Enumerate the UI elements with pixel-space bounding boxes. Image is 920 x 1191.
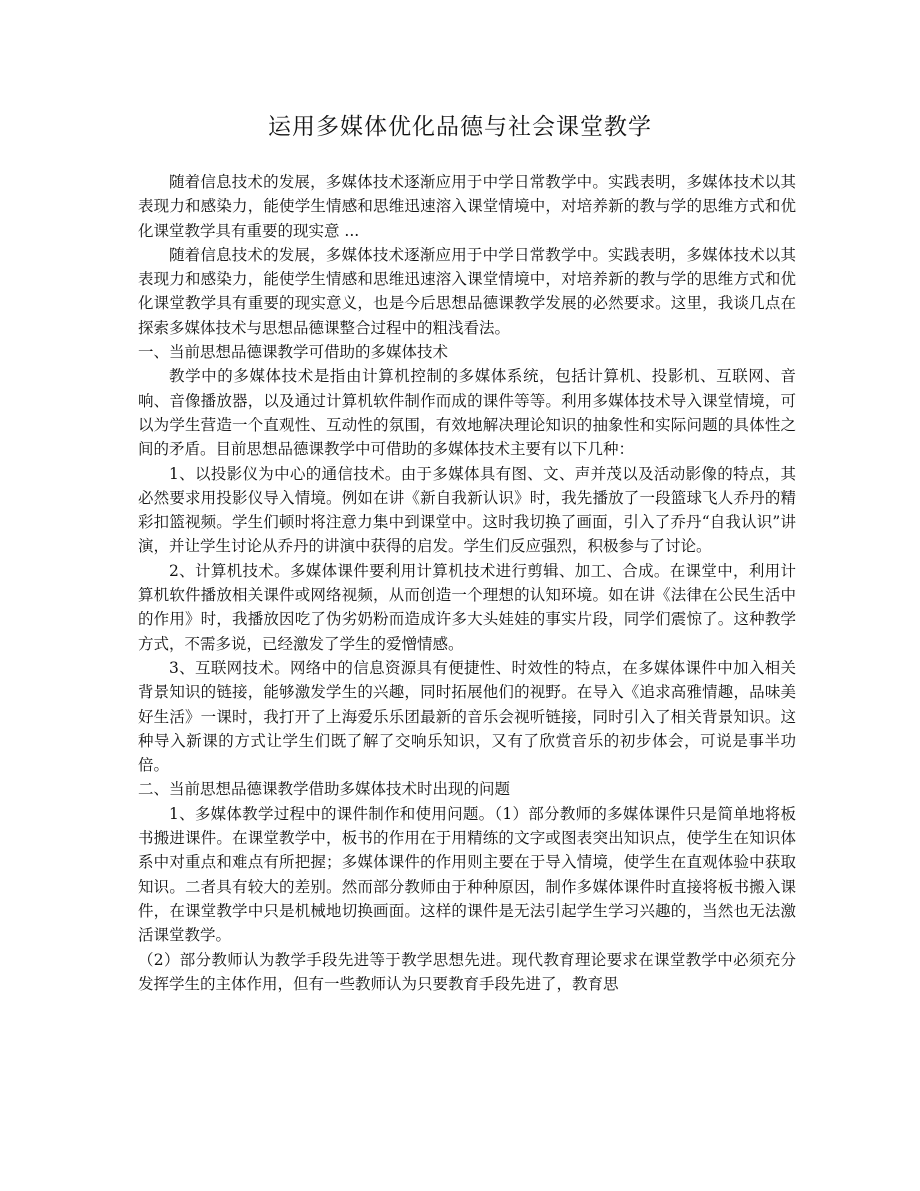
paragraph-problem-1: 1、多媒体教学过程中的课件制作和使用问题。（1）部分教师的多媒体课件只是简单地将板书搬进课件。在课堂教学中，板书的作用在于用精练的文字或图表突出知识点，使学生在知识体系中对重点和难点有所把握；多媒体课件的作用则主要在于导入情境，使学生在直观体验中获取知识。二者具有较大的差别。然而部分教师由于种种原因，制作多媒体课件时直接将板书搬入课件，在课堂教学中只是机械地切换画面。这样的课件是无法引起学生学习兴趣的，当然也无法激活课堂教学。 <box>138 804 796 945</box>
paragraph-item-internet: 3、互联网技术。网络中的信息资源具有便捷性、时效性的特点，在多媒体课件中加入相关背景知识的链接，能够激发学生的兴趣，同时拓展他们的视野。在导入《追求高雅情趣，品味美好生活》一课时，我打开了上海爱乐乐团最新的音乐会视听链接，同时引入了相关背景知识。这种导入新课的方式让学生们既了解了交响乐知识，又有了欣赏音乐的初步体会，可说是事半功倍。 <box>138 658 796 775</box>
section-heading-2: 二、当前思想品德课教学借助多媒体技术时出现的问题 <box>138 780 511 799</box>
paragraph-intro-summary: 随着信息技术的发展，多媒体技术逐渐应用于中学日常教学中。实践表明，多媒体技术以其表现力和感染力，能使学生情感和思维迅速溶入课堂情境中，对培养新的教与学的思维方式和优化课堂教学具有重要的现实意 ... <box>138 173 796 240</box>
paragraph-multimedia-definition: 教学中的多媒体技术是指由计算机控制的多媒体系统，包括计算机、投影机、互联网、音响、音像播放器，以及通过计算机软件制作而成的课件等等。利用多媒体技术导入课堂情境，可以为学生营造一个直观性、互动性的氛围，有效地解决理论知识的抽象性和实际问题的具体性之间的矛盾。目前思想品德课教学中可借助的多媒体技术主要有以下几种： <box>138 367 796 459</box>
paragraph-intro: 随着信息技术的发展，多媒体技术逐渐应用于中学日常教学中。实践表明，多媒体技术以其表现力和感染力，能使学生情感和思维迅速溶入课堂情境中，对培养新的教与学的思维方式和优化课堂教学具有重要的现实意义，也是今后思想品德课教学发展的必然要求。这里，我谈几点在探索多媒体技术与思想品德课整合过程中的粗浅看法。 <box>138 245 796 337</box>
document-body <box>138 170 796 996</box>
document-title: 运用多媒体优化品德与社会课堂教学 <box>268 114 652 140</box>
paragraph-problem-2: （2）部分教师认为教学手段先进等于教学思想先进。现代教育理论要求在课堂教学中必须充分发挥学生的主体作用，但有一些教师认为只要教育手段先进了，教育思 <box>138 950 796 993</box>
paragraph-item-projector: 1、以投影仪为中心的通信技术。由于多媒体具有图、文、声并茂以及活动影像的特点，其必然要求用投影仪导入情境。例如在讲《新自我新认识》时，我先播放了一段篮球飞人乔丹的精彩扣篮视频。学生们顿时将注意力集中到课堂中。这时我切换了画面，引入了乔丹“自我认识”讲演，并让学生讨论从乔丹的讲演中获得的启发。学生们反应强烈，积极参与了讨论。 <box>138 464 796 556</box>
paragraph-item-computer: 2、计算机技术。多媒体课件要利用计算机技术进行剪辑、加工、合成。在课堂中，利用计算机软件播放相关课件或网络视频，从而创造一个理想的认知环境。如在讲《法律在公民生活中的作用》时，我播放因吃了伪劣奶粉而造成许多大头娃娃的事实片段，同学们震惊了。这种教学方式，不需多说，已经激发了学生的爱憎情感。 <box>138 561 796 653</box>
section-heading-1: 一、当前思想品德课教学可借助的多媒体技术 <box>138 343 449 362</box>
